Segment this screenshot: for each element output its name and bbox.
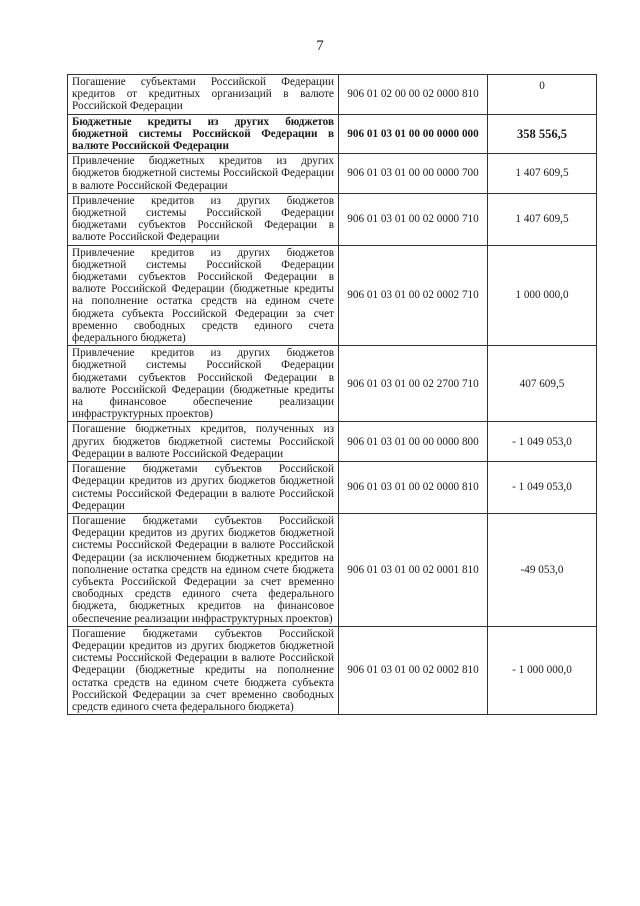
row-description: Привлечение бюджетных кредитов из других бюджетов бюджетной системы Российской Федерации в валюте Российской Федерации: [68, 154, 339, 194]
table-row: [68, 462, 597, 514]
table-row: [68, 154, 597, 194]
table-row: [68, 346, 597, 422]
row-description: Бюджетные кредиты из других бюджетов бюджетной системы Российской Федерации в валюте Российской Федерации: [68, 114, 339, 154]
row-description: Привлечение кредитов из других бюджетов бюджетной системы Российской Федерации бюджетами субъектов Российской Федерации в валюте Российской Федерации (бюджетные кредиты на пополнение остатка средств на едином счете бюджета субъекта Российской Федерации за счет временно свободных средств единого счета федерального бюджета): [68, 245, 339, 346]
row-amount: 1 407 609,5: [488, 193, 597, 245]
table-row: [68, 193, 597, 245]
row-budget-code: 906 01 02 00 00 02 0000 810: [339, 75, 488, 115]
row-amount: 1 407 609,5: [488, 154, 597, 194]
row-budget-code: 906 01 03 01 00 02 2700 710: [339, 346, 488, 422]
row-budget-code: 906 01 03 01 00 00 0000 000: [339, 114, 488, 154]
row-budget-code: 906 01 03 01 00 02 0002 810: [339, 626, 488, 714]
row-amount: 407 609,5: [488, 346, 597, 422]
row-amount: -49 053,0: [488, 513, 597, 626]
table-row: [68, 422, 597, 462]
row-budget-code: 906 01 03 01 00 00 0000 800: [339, 422, 488, 462]
table-row: [68, 75, 597, 115]
row-budget-code: 906 01 03 01 00 02 0002 710: [339, 245, 488, 346]
row-description: Погашение бюджетами субъектов Российской Федерации кредитов из других бюджетов бюджетной системы Российской Федерации в валюте Российской Федерации: [68, 462, 339, 514]
row-budget-code: 906 01 03 01 00 02 0001 810: [339, 513, 488, 626]
row-description: Погашение бюджетами субъектов Российской Федерации кредитов из других бюджетов бюджетной системы Российской Федерации в валюте Российской Федерации (за исключением бюджетных кредитов на пополнение остатка средств на едином счете бюджета субъекта Российской Федерации за счет временно свободных средств единого счета федерального бюджета, бюджетных кредитов на финансовое обеспечение реализации инфраструктурных проектов): [68, 513, 339, 626]
row-amount: 358 556,5: [488, 114, 597, 154]
row-description: Погашение бюджетных кредитов, полученных из других бюджетов бюджетной системы Российской Федерации в валюте Российской Федерации: [68, 422, 339, 462]
row-amount: - 1 049 053,0: [488, 462, 597, 514]
table-row: [68, 626, 597, 714]
table-row: [68, 114, 597, 154]
row-budget-code: 906 01 03 01 00 02 0000 710: [339, 193, 488, 245]
row-description: Привлечение кредитов из других бюджетов бюджетной системы Российской Федерации бюджетами субъектов Российской Федерации в валюте Российской Федерации (бюджетные кредиты на финансовое обеспечение реализации инфраструктурных проектов): [68, 346, 339, 422]
row-amount: - 1 049 053,0: [488, 422, 597, 462]
row-amount: 1 000 000,0: [488, 245, 597, 346]
row-description: Погашение субъектами Российской Федерации кредитов от кредитных организаций в валюте Российской Федерации: [68, 75, 339, 115]
budget-sources-table: [67, 74, 597, 715]
table-row: [68, 245, 597, 346]
row-budget-code: 906 01 03 01 00 00 0000 700: [339, 154, 488, 194]
page-number: 7: [316, 38, 324, 54]
table-row: [68, 513, 597, 626]
row-amount: 0: [488, 75, 597, 115]
row-amount: - 1 000 000,0: [488, 626, 597, 714]
row-description: Погашение бюджетами субъектов Российской Федерации кредитов из других бюджетов бюджетной системы Российской Федерации в валюте Российской Федерации (бюджетные кредиты на пополнение остатка средств на едином счете бюджета субъекта Российской Федерации за счет временно свободных средств единого счета федерального бюджета): [68, 626, 339, 714]
row-description: Привлечение кредитов из других бюджетов бюджетной системы Российской Федерации бюджетами субъектов Российской Федерации в валюте Российской Федерации: [68, 193, 339, 245]
row-budget-code: 906 01 03 01 00 02 0000 810: [339, 462, 488, 514]
